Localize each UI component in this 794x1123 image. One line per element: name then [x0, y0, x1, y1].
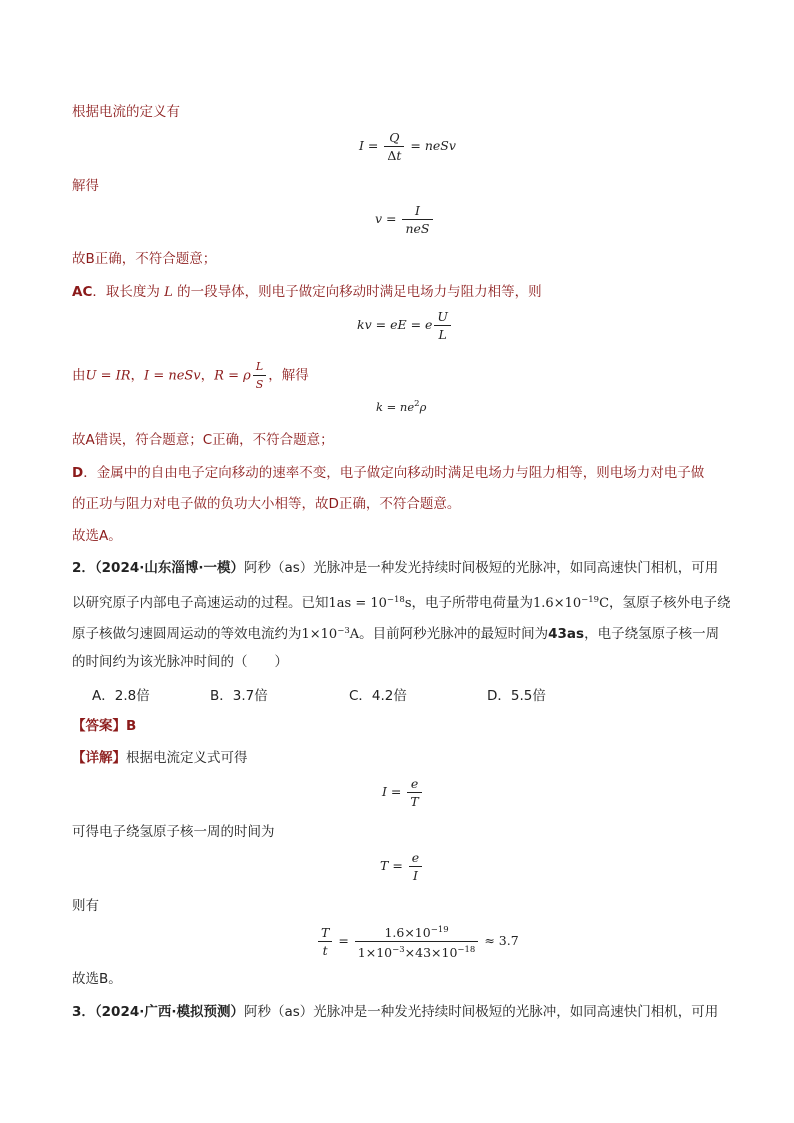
- question-2-line2: 以研究原子内部电子高速运动的过程。已知$1as = 10^{-18}s$，电子所带电荷量为$1.6\times 10^{-19}C$，氢原子核外电子绕: [72, 595, 731, 611]
- equation-ratio: $\frac{T}{t}$ = $\frac{1.6\times 10^{-19}}{1\times 10^{-3}\times 43\times 10^{-18}}$ ≈ 3.7: [316, 923, 519, 960]
- question-number: 2: [72, 560, 82, 576]
- equation-k: $k = ne^2\rho$: [376, 399, 427, 414]
- text-b-conclusion: 故B正确，不符合题意；: [72, 251, 217, 267]
- ac-label: AC: [72, 284, 93, 300]
- d-label: D: [72, 465, 84, 481]
- text-d-line1: D．金属中的自由电子定向移动的速率不变，电子做定向移动时满足电场力与阻力相等，则电场力对电子做: [72, 465, 705, 481]
- text-choose-b: 故选B。: [72, 971, 122, 987]
- text-current-definition: 根据电流的定义有: [72, 104, 180, 120]
- question-3-line1: 3．（2024·广西·模拟预测）阿秒（as）光脉冲是一种发光持续时间极短的光脉冲，如同高速快门相机，可用: [72, 1004, 719, 1020]
- equation-current-from-charge: I = $\frac{e}{T}$: [382, 776, 424, 809]
- question-2-line3: 原子核做匀速圆周运动的等效电流约为$1\times 10^{-3}A$。目前阿秒光脉冲的最短时间为43as，电子绕氢原子核一周: [72, 626, 720, 642]
- text-answer-a: 故选A。: [72, 528, 122, 544]
- text-from-relations: 由U = IR，I = neSv，R = ρ $\frac{L}{S}$ ，解得: [72, 360, 309, 391]
- detail-tag: 【详解】: [72, 750, 126, 766]
- option-b[interactable]: B．3.7倍: [210, 688, 268, 704]
- question-2-line4: 的时间约为该光脉冲时间的（ ）: [72, 654, 288, 670]
- option-a[interactable]: A．2.8倍: [92, 688, 150, 704]
- text-solve-1: 解得: [72, 178, 99, 194]
- text-then: 则有: [72, 898, 99, 914]
- question-source: ．（2024·广西·模拟预测）: [81, 1004, 244, 1020]
- equation-period: T = $\frac{e}{I}$: [380, 850, 424, 883]
- answer-tag: 【答案】B: [72, 718, 137, 734]
- equation-force-balance: kv = eE = e $\frac{U}{L}$: [357, 309, 453, 342]
- question-source: ．（2024·山东淄博·一模）: [81, 560, 244, 576]
- equation-velocity: v = $\frac{I}{\text{neS}}$: [375, 203, 435, 236]
- equation-current-definition: I = $\frac{Q}{\Delta t}$ = neSv: [359, 130, 456, 163]
- option-d[interactable]: D．5.5倍: [487, 688, 546, 704]
- question-2-line1: 2．（2024·山东淄博·一模）阿秒（as）光脉冲是一种发光持续时间极短的光脉冲，如同高速快门相机，可用: [72, 560, 719, 576]
- text-ac-conclusion: 故A错误，符合题意；C正确，不符合题意；: [72, 432, 334, 448]
- text-ac-explanation: AC．取长度为 L 的一段导体，则电子做定向移动时满足电场力与阻力相等，则: [72, 284, 542, 300]
- detail-line: 【详解】根据电流定义式可得: [72, 750, 248, 766]
- question-number: 3: [72, 1004, 82, 1020]
- option-c[interactable]: C．4.2倍: [349, 688, 407, 704]
- text-d-line2: 的正功与阻力对电子做的负功大小相等，故D正确，不符合题意。: [72, 496, 461, 512]
- text-orbit-time: 可得电子绕氢原子核一周的时间为: [72, 824, 275, 840]
